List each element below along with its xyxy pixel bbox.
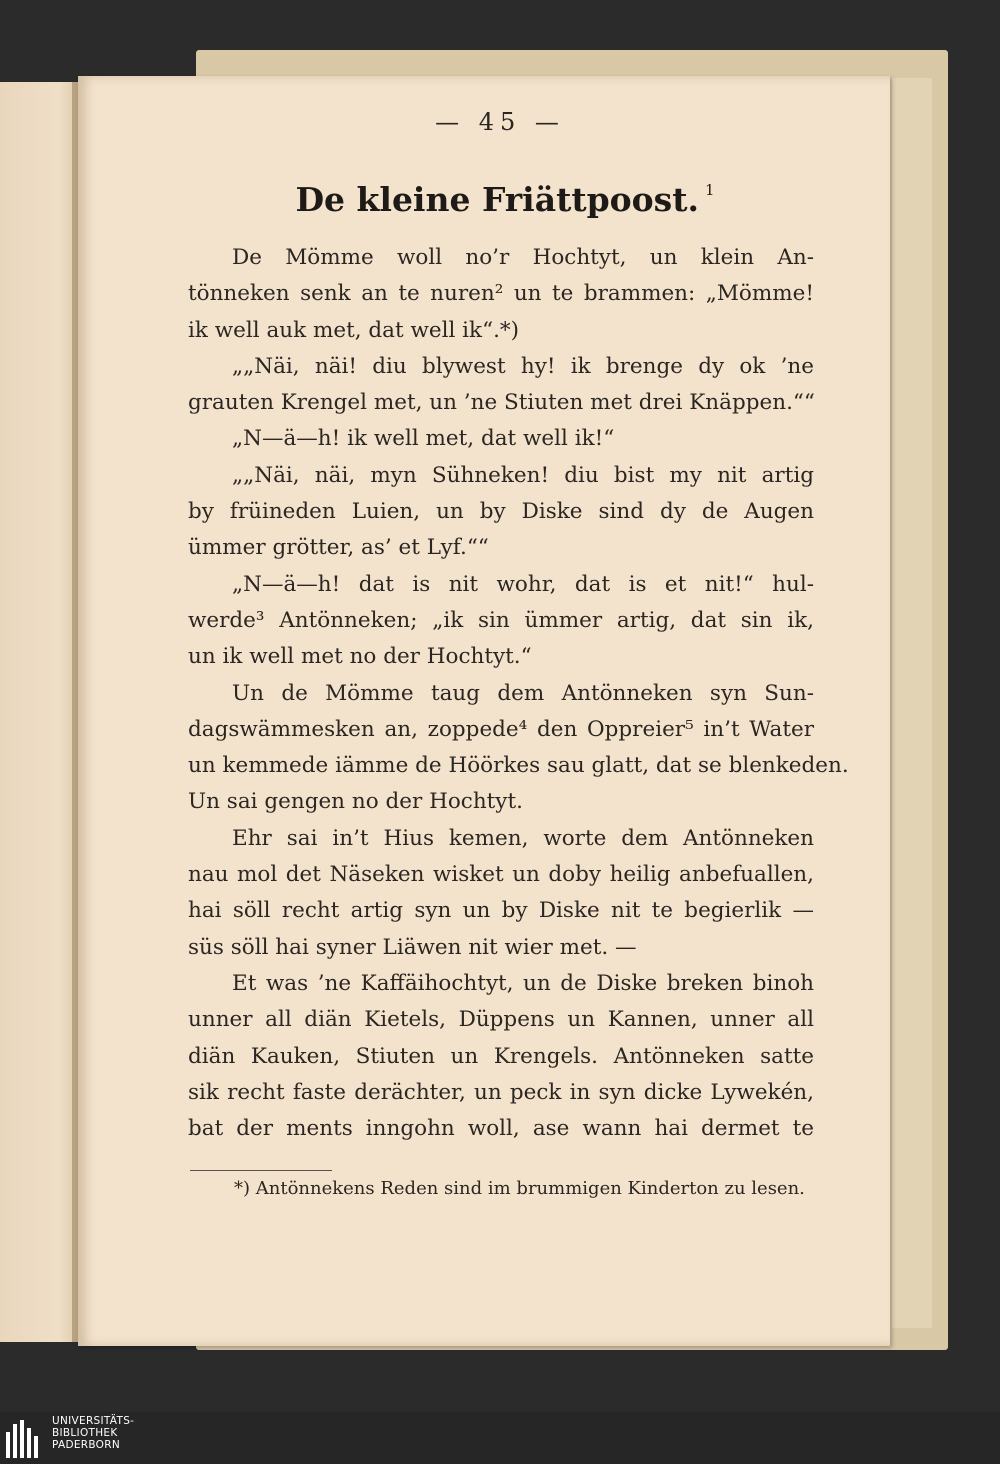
text-line: ik well auk met, dat well ik“.*) bbox=[188, 317, 520, 343]
text-line: sik recht faste derächter, un peck in syn dicke Lywekén, bbox=[188, 1079, 814, 1105]
library-footer bbox=[0, 1412, 1000, 1464]
text-line: tönneken senk an te nuren² un te brammen: „Mömme! bbox=[188, 281, 814, 307]
text-line: süs söll hai syner Liäwen nit wier met. — bbox=[188, 934, 637, 960]
footnote: *) Antönnekens Reden sind im brummigen Kinderton zu lesen. bbox=[234, 1178, 805, 1199]
library-logo-icon bbox=[6, 1420, 44, 1458]
footnote-rule bbox=[190, 1170, 332, 1171]
chapter-title bbox=[100, 180, 910, 219]
text-line: „N—ä—h! dat is nit wohr, dat is et nit!“ hul- bbox=[232, 571, 814, 597]
text-line: Ehr sai in’t Hius kemen, worte dem Antönneken bbox=[232, 825, 814, 851]
text-line: bat der ments inngohn woll, ase wann hai dermet te bbox=[188, 1116, 814, 1142]
text-line: Un sai gengen no der Hochtyt. bbox=[188, 789, 523, 815]
text-line: „N—ä—h! ik well met, dat well ik!“ bbox=[232, 426, 615, 452]
logo-line: PADERBORN bbox=[52, 1439, 120, 1451]
text-line: hai söll recht artig syn un by Diske nit te begierlik — bbox=[188, 898, 814, 924]
text-line: nau mol det Näseken wisket un doby heilig anbefuallen, bbox=[188, 862, 814, 888]
text-line: un ik well met no der Hochtyt.“ bbox=[188, 644, 532, 670]
text-line: De Mömme woll no’r Hochtyt, un klein An- bbox=[232, 245, 814, 270]
text-line: Un de Mömme taug dem Antönneken syn Sun- bbox=[232, 680, 814, 706]
text-line: dagswämmesken an, zoppede⁴ den Oppreier⁵ in’t Water bbox=[188, 716, 814, 742]
library-logo-text bbox=[52, 1415, 134, 1451]
chapter-title-note: 1 bbox=[705, 181, 715, 199]
body-text bbox=[188, 240, 849, 1147]
text-line: werde³ Antönneken; „ik sin ümmer artig, dat sin ik, bbox=[188, 607, 814, 633]
page-number: — 45 — bbox=[435, 108, 565, 136]
text-line: un kemmede iämme de Höörkes sau glatt, dat se blenkeden. bbox=[188, 753, 849, 779]
logo-line: UNIVERSITÄTS- bbox=[52, 1415, 135, 1427]
text-line: grauten Krengel met, un ’ne Stiuten met drei Knäppen.““ bbox=[188, 390, 815, 416]
chapter-title-text: De kleine Friättpoost. bbox=[295, 180, 699, 219]
text-line: unner all diän Kietels, Düppens un Kannen, unner all bbox=[188, 1007, 814, 1033]
text-line: Et was ’ne Kaffäihochtyt, un de Diske breken binoh bbox=[232, 970, 814, 996]
text-line: „„Näi, näi! diu blywest hy! ik brenge dy ok ’ne bbox=[232, 353, 814, 379]
book-cover-edge bbox=[892, 78, 932, 1328]
text-line: „„Näi, näi, myn Sühneken! diu bist my nit artig bbox=[232, 462, 814, 488]
text-line: ümmer grötter, as’ et Lyf.““ bbox=[188, 535, 489, 561]
logo-line: BIBLIOTHEK bbox=[52, 1427, 118, 1439]
text-line: by früineden Luien, un by Diske sind dy de Augen bbox=[188, 499, 814, 525]
text-line: diän Kauken, Stiuten un Krengels. Antönneken satte bbox=[188, 1043, 814, 1069]
